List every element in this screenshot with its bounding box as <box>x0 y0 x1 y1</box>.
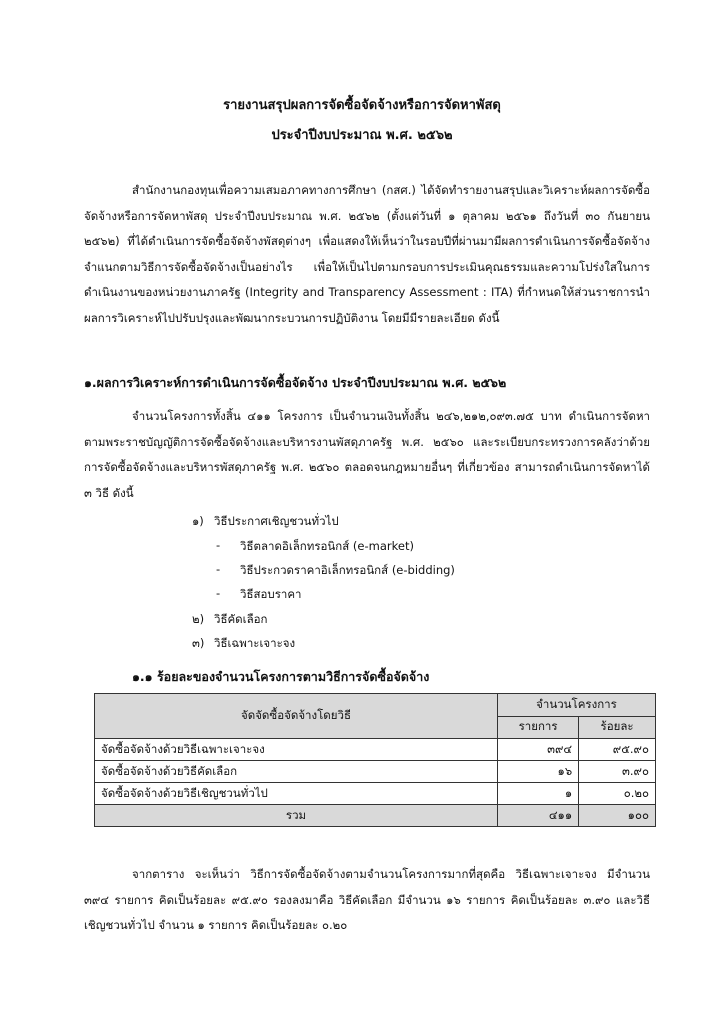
intro-paragraph <box>84 178 650 331</box>
list-item <box>192 635 295 653</box>
list-number: ๑) <box>192 514 204 528</box>
total-label: รวม <box>95 805 498 827</box>
header-items: รายการ <box>498 716 579 739</box>
list-item <box>192 513 339 531</box>
total-items: ๔๑๑ <box>498 805 579 827</box>
method-cell: จัดซื้อจัดจ้างด้วยวิธีคัดเลือก <box>95 761 498 783</box>
list-label: วิธีตลาดอิเล็กทรอนิกส์ (e-market) <box>240 539 414 553</box>
method-cell: จัดซื้อจัดจ้างด้วยวิธีเฉพาะเจาะจง <box>95 739 498 761</box>
percent-cell: ๓.๙๐ <box>579 761 656 783</box>
list-item <box>192 611 268 629</box>
table-row <box>95 739 656 761</box>
sub-list-item <box>192 586 492 606</box>
table-total-row <box>95 805 656 827</box>
table-header-row <box>95 694 656 717</box>
section-1-paragraph <box>84 404 650 506</box>
list-label: วิธีประกาศเชิญชวนทั่วไป <box>214 514 339 528</box>
list-label: วิธีเฉพาะเจาะจง <box>214 636 296 650</box>
document-title: รายงานสรุปผลการจัดซื้อจัดจ้างหรือการจัดหาพัสดุ <box>223 98 501 113</box>
list-dash: - <box>216 538 221 552</box>
items-cell: ๑๖ <box>498 761 579 783</box>
header-project-count: จำนวนโครงการ <box>498 694 656 717</box>
list-label: วิธีคัดเลือก <box>214 612 268 626</box>
items-cell: ๓๙๔ <box>498 739 579 761</box>
header-method: จัดจัดซื้อจัดจ้างโดยวิธี <box>95 694 498 739</box>
list-dash: - <box>216 586 221 600</box>
section-1-heading: ๑.ผลการวิเคราะห์การดำเนินการจัดซื้อจัดจ้าง ประจำปีงบประมาณ พ.ศ. ๒๕๖๒ <box>84 375 507 390</box>
procurement-table <box>94 693 656 827</box>
sub-list-item <box>192 538 492 558</box>
items-cell: ๑ <box>498 783 579 805</box>
conclusion-paragraph <box>84 862 650 939</box>
method-cell: จัดซื้อจัดจ้างด้วยวิธีเชิญชวนทั่วไป <box>95 783 498 805</box>
table-row <box>95 761 656 783</box>
list-dash: - <box>216 562 221 576</box>
list-number: ๒) <box>192 612 205 626</box>
section-1-1-heading: ๑.๑ ร้อยละของจำนวนโครงการตามวิธีการจัดซื้อจัดจ้าง <box>132 669 430 684</box>
intro-text: สำนักงานกองทุนเพื่อความเสมอภาคทางการศึกษา (กสศ.) ได้จัดทำรายงานสรุปและวิเคราะห์ผลการจัดซื้อจัดจ้างหรือการจัดหาพัสดุ ประจำปีงบประมาณ พ.ศ. ๒๕๖๒ (ตั้งแต่วันที่ ๑ ตุลาคม ๒๕๖๑ ถึงวันที่ ๓๐ กันยายน ๒๕๖๒) ที่ได้ดำเนินการจัดซื้อจัดจ้างพัสดุต่างๆ เพื่อแสดงให้เห็นว่าในรอบปีที่ผ่านมามีผลการดำเนินการจัดซื้อจัดจ้างจำแนกตามวิธีการจัดซื้อจัดจ้างเป็นอย่างไร เพื่อให้เป็นไปตามกรอบการประเมินคุณธรรมและความโปร่งใสในการดำเนินงานของหน่วยงานภาครัฐ (Integrity and Transparency Assessment : ITA) ที่กำหนดให้ส่วนราชการนำผลการวิเคราะห์ไปปรับปรุงและพัฒนากระบวนการปฏิบัติงาน โดยมีมีรายละเอียด ดังนี้ <box>84 183 650 325</box>
list-label: วิธีสอบราคา <box>240 587 302 601</box>
table-row <box>95 783 656 805</box>
section-1-text: จำนวนโครงการทั้งสิ้น ๔๑๑ โครงการ เป็นจำนวนเงินทั้งสิ้น ๒๔๖,๒๑๒,๐๙๓.๗๕ บาท ดำเนินการจัดหาตามพระราชบัญญัติการจัดซื้อจัดจ้างและบริหารงานพัสดุภาครัฐ พ.ศ. ๒๕๖๐ และระเบียบกระทรวงการคลังว่าด้วยการจัดซื้อจัดจ้างและบริหารพัสดุภาครัฐ พ.ศ. ๒๕๖๐ ตลอดจนกฎหมายอื่นๆ ที่เกี่ยวข้อง สามารถดำเนินการจัดหาได้ ๓ วิธี ดังนี้ <box>84 409 650 500</box>
list-number: ๓) <box>192 636 205 650</box>
header-percent: ร้อยละ <box>579 716 656 739</box>
conclusion-text: จากตาราง จะเห็นว่า วิธีการจัดซื้อจัดจ้างตามจำนวนโครงการมากที่สุดคือ วิธีเฉพาะเจาะจง มีจำนวน ๓๙๔ รายการ คิดเป็นร้อยละ ๙๕.๙๐ รองลงมาคือ วิธีคัดเลือก มีจำนวน ๑๖ รายการ คิดเป็นร้อยละ ๓.๙๐ และวิธีเชิญชวนทั่วไป จำนวน ๑ รายการ คิดเป็นร้อยละ ๐.๒๐ <box>84 867 650 932</box>
list-label: วิธีประกวดราคาอิเล็กทรอนิกส์ (e-bidding) <box>240 563 455 577</box>
sub-list-item <box>192 562 492 582</box>
percent-cell: ๐.๒๐ <box>579 783 656 805</box>
document-subtitle: ประจำปีงบประมาณ พ.ศ. ๒๕๖๒ <box>271 128 453 143</box>
total-percent: ๑๐๐ <box>579 805 656 827</box>
percent-cell: ๙๕.๙๐ <box>579 739 656 761</box>
